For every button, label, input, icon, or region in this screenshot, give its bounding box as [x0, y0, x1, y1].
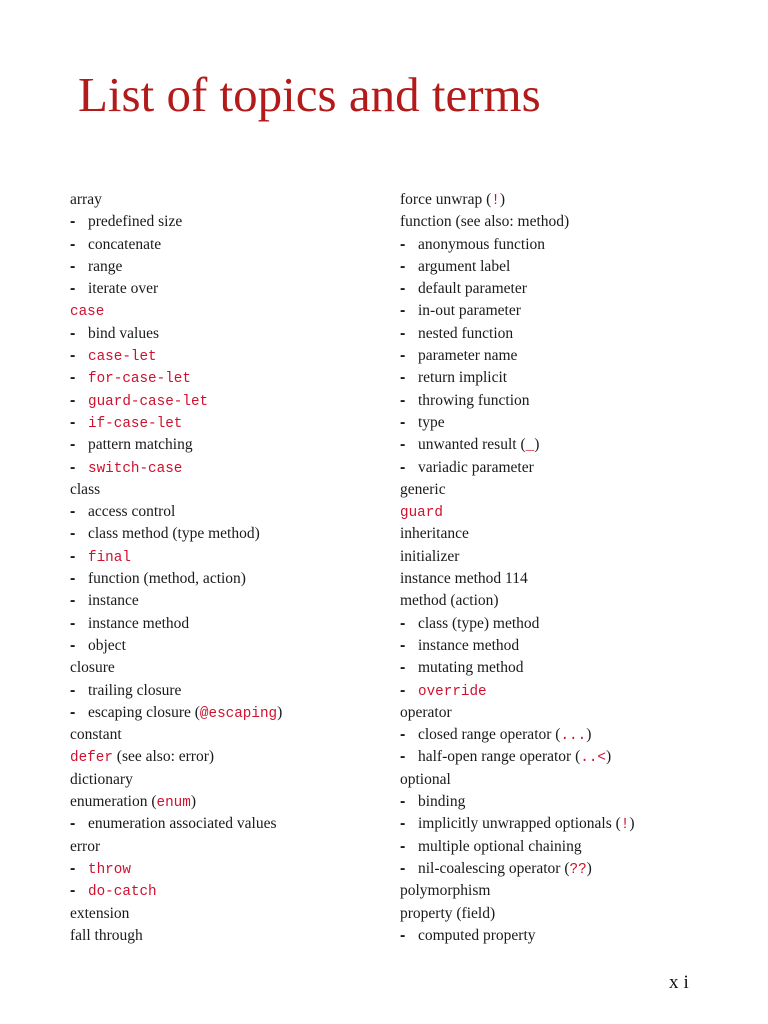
term-text: error	[70, 837, 101, 855]
topic-item	[400, 903, 750, 925]
subtopic-item	[70, 680, 390, 702]
term-text: )	[586, 859, 592, 877]
dash-bullet: -	[400, 391, 406, 409]
topic-item	[400, 590, 750, 612]
term-text: )	[499, 191, 505, 208]
code-term: switch-case	[88, 460, 183, 477]
dash-bullet: -	[400, 926, 406, 944]
dash-bullet: -	[70, 681, 76, 699]
dash-bullet: -	[400, 726, 406, 744]
term-text: return implicit	[418, 369, 508, 387]
term-text: closed range operator (	[418, 726, 561, 744]
code-term: ..<	[580, 750, 606, 767]
subtopic-item	[70, 880, 390, 902]
subtopic-item	[70, 211, 390, 233]
term-text: dictionary	[70, 770, 133, 788]
term-text: predefined size	[88, 213, 183, 231]
dash-bullet: -	[70, 815, 76, 833]
dash-bullet: -	[70, 413, 76, 431]
term-text: instance method 114	[400, 570, 528, 588]
term-text: optional	[400, 770, 451, 788]
subtopic-item	[70, 256, 390, 278]
code-term: ??	[569, 861, 587, 878]
dash-bullet: -	[400, 859, 406, 877]
topic-item	[70, 769, 390, 791]
term-text: anonymous function	[418, 235, 545, 253]
page-number: xi	[669, 972, 694, 993]
term-text: function (see also: method)	[400, 213, 570, 231]
subtopic-item	[70, 323, 390, 345]
topics-column-right	[400, 189, 750, 947]
term-text: method (action)	[400, 592, 499, 610]
dash-bullet: -	[400, 815, 406, 833]
topics-column-left	[70, 189, 390, 947]
dash-bullet: -	[400, 347, 406, 365]
term-text: fall through	[70, 926, 143, 944]
subtopic-item	[400, 836, 750, 858]
term-text: extension	[70, 904, 130, 922]
term-text: throwing function	[418, 391, 530, 409]
code-term: _	[525, 438, 535, 455]
subtopic-item	[400, 635, 750, 657]
term-text: pattern matching	[88, 436, 193, 454]
topic-item	[70, 746, 390, 768]
dash-bullet: -	[400, 793, 406, 811]
dash-bullet: -	[400, 257, 406, 275]
topic-item	[70, 903, 390, 925]
subtopic-item	[70, 434, 390, 456]
term-text: multiple optional chaining	[418, 837, 582, 855]
term-text: operator	[400, 703, 452, 721]
term-text: computed property	[418, 926, 536, 944]
topic-item	[400, 501, 750, 523]
term-text: nested function	[418, 324, 514, 342]
term-text: )	[190, 793, 197, 811]
subtopic-item	[400, 367, 750, 389]
subtopic-item	[70, 635, 390, 657]
subtopic-item	[400, 858, 750, 880]
term-text: enumeration associated values	[88, 815, 277, 833]
topic-item	[70, 791, 390, 813]
code-term: for-case-let	[88, 371, 191, 388]
subtopic-item	[70, 702, 390, 724]
term-text: constant	[70, 726, 122, 744]
term-text: type	[418, 413, 445, 431]
subtopic-item	[70, 345, 390, 367]
topic-item	[400, 523, 750, 545]
subtopic-item	[400, 390, 750, 412]
code-term: case	[70, 304, 105, 321]
term-text: generic	[400, 480, 446, 498]
topic-item	[70, 189, 390, 211]
subtopic-item	[70, 590, 390, 612]
subtopic-item	[400, 345, 750, 367]
dash-bullet: -	[70, 570, 76, 588]
dash-bullet: -	[400, 681, 406, 699]
subtopic-item	[400, 813, 750, 835]
term-text: escaping closure (	[88, 703, 200, 721]
code-term: override	[418, 683, 487, 700]
term-text: array	[70, 191, 102, 208]
code-term: ...	[560, 728, 587, 745]
dash-bullet: -	[70, 592, 76, 610]
dash-bullet: -	[400, 614, 406, 632]
term-text: access control	[88, 503, 176, 521]
dash-bullet: -	[70, 525, 76, 543]
topic-item	[400, 769, 750, 791]
subtopic-item	[400, 278, 750, 300]
dash-bullet: -	[70, 703, 76, 721]
term-text: )	[277, 703, 283, 721]
subtopic-item	[70, 501, 390, 523]
dash-bullet: -	[70, 547, 76, 565]
topic-item	[70, 479, 390, 501]
dash-bullet: -	[400, 369, 406, 387]
term-text: object	[88, 636, 126, 654]
dash-bullet: -	[70, 458, 76, 476]
topic-item	[70, 724, 390, 746]
dash-bullet: -	[400, 659, 406, 677]
code-term: @escaping	[199, 705, 278, 722]
page-title: List of topics and terms	[78, 67, 541, 122]
term-text: mutating method	[418, 659, 524, 677]
topic-item	[400, 211, 750, 233]
code-term: case-let	[88, 349, 157, 366]
subtopic-item	[70, 523, 390, 545]
term-text: class method (type method)	[88, 525, 260, 543]
term-text: inheritance	[400, 525, 469, 543]
dash-bullet: -	[70, 257, 76, 275]
dash-bullet: -	[400, 748, 406, 766]
subtopic-item	[400, 724, 750, 746]
code-term: defer	[70, 750, 113, 767]
term-text: instance method	[88, 614, 190, 632]
term-text: (see also: error)	[112, 748, 215, 766]
topic-item	[70, 925, 390, 947]
subtopic-item	[400, 791, 750, 813]
subtopic-item	[400, 746, 750, 768]
code-term: guard-case-let	[88, 393, 209, 410]
code-term: !	[620, 817, 630, 834]
subtopic-item	[70, 390, 390, 412]
subtopic-item	[70, 234, 390, 256]
term-text: unwanted result (	[418, 436, 526, 454]
term-text: iterate over	[88, 280, 159, 298]
code-term: throw	[88, 861, 131, 878]
dash-bullet: -	[70, 280, 76, 298]
term-text: half-open range operator (	[418, 748, 581, 766]
term-text: )	[606, 748, 612, 766]
subtopic-item	[70, 858, 390, 880]
term-text: )	[586, 726, 592, 744]
term-text: function (method, action)	[88, 570, 246, 588]
dash-bullet: -	[70, 235, 76, 253]
dash-bullet: -	[400, 636, 406, 654]
subtopic-item	[400, 234, 750, 256]
code-term: do-catch	[88, 884, 157, 901]
topic-item	[70, 657, 390, 679]
dash-bullet: -	[400, 837, 406, 855]
term-text: instance method	[418, 636, 520, 654]
subtopic-item	[400, 434, 750, 456]
code-term: enum	[156, 795, 191, 812]
term-text: binding	[418, 793, 466, 811]
subtopic-item	[400, 925, 750, 947]
term-text: class (type) method	[418, 614, 540, 632]
subtopic-item	[70, 813, 390, 835]
term-text: range	[88, 257, 123, 275]
dash-bullet: -	[400, 436, 406, 454]
dash-bullet: -	[70, 614, 76, 632]
dash-bullet: -	[400, 324, 406, 342]
code-term: !	[491, 193, 500, 209]
dash-bullet: -	[70, 882, 76, 900]
subtopic-item	[400, 300, 750, 322]
subtopic-item	[70, 613, 390, 635]
dash-bullet: -	[400, 458, 406, 476]
term-text: nil-coalescing operator (	[418, 859, 570, 877]
topic-item	[70, 300, 390, 322]
term-text: initializer	[400, 547, 460, 565]
topic-item	[400, 702, 750, 724]
code-term: guard	[400, 505, 443, 522]
term-text: instance	[88, 592, 139, 610]
subtopic-item	[70, 568, 390, 590]
dash-bullet: -	[70, 503, 76, 521]
subtopic-item	[400, 323, 750, 345]
dash-bullet: -	[400, 280, 406, 298]
topic-item	[400, 546, 750, 568]
dash-bullet: -	[70, 324, 76, 342]
code-term: final	[88, 549, 131, 566]
term-text: concatenate	[88, 235, 162, 253]
topic-item	[70, 836, 390, 858]
subtopic-item	[70, 457, 390, 479]
subtopic-item	[70, 278, 390, 300]
subtopic-item	[400, 412, 750, 434]
subtopic-item	[400, 680, 750, 702]
dash-bullet: -	[70, 391, 76, 409]
subtopic-item	[70, 412, 390, 434]
dash-bullet: -	[70, 213, 76, 231]
dash-bullet: -	[70, 436, 76, 454]
subtopic-item	[70, 367, 390, 389]
code-term: if-case-let	[88, 415, 183, 432]
term-text: bind values	[88, 324, 160, 342]
term-text: closure	[70, 659, 115, 677]
topic-item	[400, 880, 750, 902]
term-text: force unwrap (	[400, 191, 492, 208]
term-text: enumeration (	[70, 793, 157, 811]
term-text: argument label	[418, 257, 511, 275]
dash-bullet: -	[400, 235, 406, 253]
term-text: parameter name	[418, 347, 518, 365]
dash-bullet: -	[70, 636, 76, 654]
subtopic-item	[400, 613, 750, 635]
dash-bullet: -	[70, 369, 76, 387]
term-text: implicitly unwrapped optionals (	[418, 815, 621, 833]
term-text: in-out parameter	[418, 302, 521, 320]
term-text: class	[70, 480, 101, 498]
topic-item	[400, 479, 750, 501]
term-text: )	[534, 436, 540, 454]
dash-bullet: -	[400, 302, 406, 320]
topic-item	[400, 189, 750, 211]
subtopic-item	[70, 546, 390, 568]
term-text: variadic parameter	[418, 458, 534, 476]
subtopic-item	[400, 256, 750, 278]
term-text: property (field)	[400, 904, 496, 922]
subtopic-item	[400, 457, 750, 479]
term-text: default parameter	[418, 280, 527, 298]
topic-item	[400, 568, 750, 590]
dash-bullet: -	[400, 413, 406, 431]
term-text: )	[629, 815, 635, 833]
dash-bullet: -	[70, 859, 76, 877]
dash-bullet: -	[70, 347, 76, 365]
subtopic-item	[400, 657, 750, 679]
term-text: trailing closure	[88, 681, 182, 699]
term-text: polymorphism	[400, 882, 491, 900]
